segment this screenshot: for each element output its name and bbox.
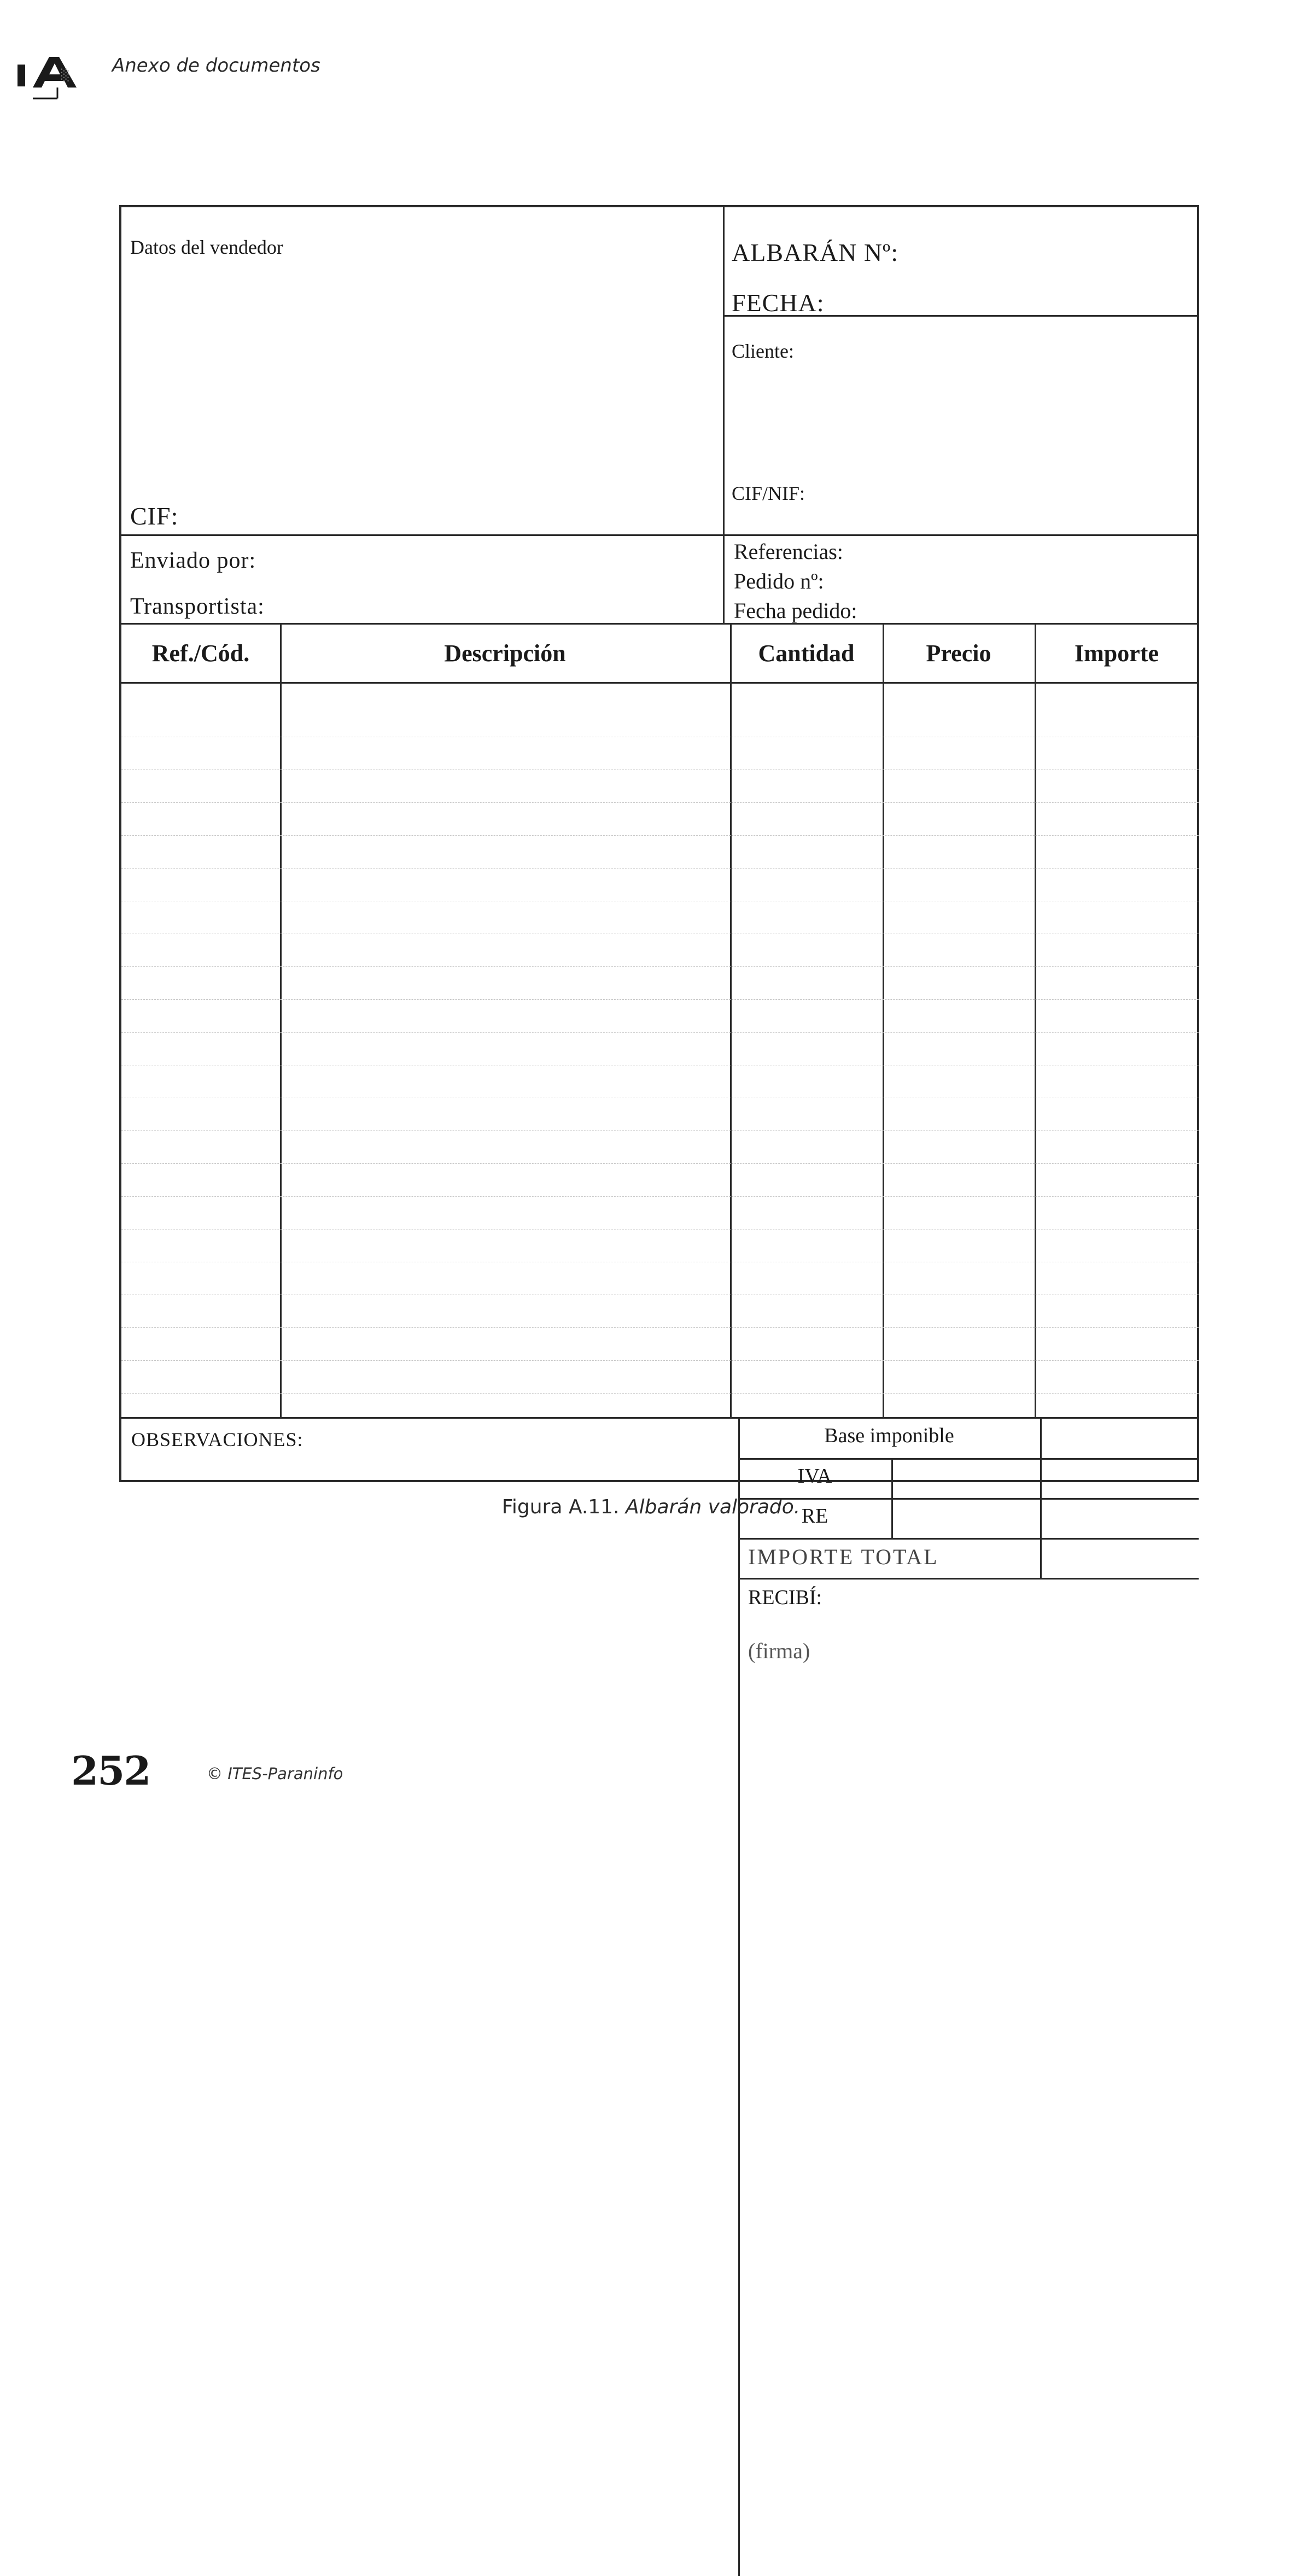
column-header-amount: Importe — [1075, 640, 1159, 667]
item-row-line — [121, 835, 1199, 836]
item-row-line — [121, 966, 1199, 967]
item-row-line — [121, 1393, 1199, 1394]
delivery-note-number-label: ALBARÁN Nº: — [732, 238, 899, 266]
item-row-line — [121, 1163, 1199, 1164]
tax-base-label: Base imponible — [824, 1424, 954, 1447]
received-label: RECIBÍ: — [748, 1586, 822, 1609]
copyright-notice: © ITES-Paraninfo — [207, 1764, 343, 1783]
divider — [723, 207, 725, 623]
item-row-line — [121, 802, 1199, 803]
observations-label: OBSERVACIONES: — [131, 1429, 303, 1450]
divider — [121, 623, 1199, 625]
item-row-line — [121, 1130, 1199, 1131]
vat-label: IVA — [797, 1465, 832, 1488]
column-header-price: Precio — [926, 640, 991, 667]
item-row-line — [121, 999, 1199, 1000]
sent-by-label: Enviado por: — [130, 548, 256, 573]
page-number: 252 — [71, 1747, 150, 1794]
svg-text:░: ░ — [61, 68, 70, 81]
item-row-line — [121, 1196, 1199, 1197]
item-row-line — [121, 1032, 1199, 1033]
signature-label: (firma) — [748, 1639, 810, 1663]
order-number-label: Pedido nº: — [734, 569, 824, 593]
references-label: Referencias: — [734, 539, 843, 564]
date-label: FECHA: — [732, 289, 825, 317]
divider — [280, 623, 282, 1417]
divider — [1035, 623, 1036, 1417]
client-label: Cliente: — [732, 340, 794, 362]
client-cif-label: CIF/NIF: — [732, 482, 805, 504]
divider — [738, 1538, 1199, 1540]
item-row-line — [121, 868, 1199, 869]
column-header-description: Descripción — [444, 640, 566, 667]
seller-data-label: Datos del vendedor — [130, 236, 283, 258]
re-label: RE — [801, 1505, 828, 1528]
divider — [121, 534, 1199, 536]
column-header-ref: Ref./Cód. — [151, 640, 250, 667]
divider — [121, 682, 1199, 684]
figure-number: Figura A.11. — [501, 1496, 620, 1518]
order-date-label: Fecha pedido: — [734, 598, 857, 623]
seller-cif-label: CIF: — [130, 502, 179, 530]
divider — [121, 1417, 1199, 1419]
item-row-line — [121, 1360, 1199, 1361]
figure-title: Albarán valorado. — [625, 1496, 801, 1518]
item-row-line — [121, 1327, 1199, 1328]
divider — [738, 1417, 740, 2576]
section-letter-logo — [16, 55, 79, 104]
divider — [738, 1458, 1199, 1460]
divider — [738, 1578, 1199, 1580]
carrier-label: Transportista: — [130, 594, 265, 619]
section-title: Anexo de documentos — [112, 55, 320, 77]
figure-caption — [0, 1496, 1302, 1518]
total-amount-label: IMPORTE TOTAL — [748, 1545, 939, 1569]
column-header-quantity: Cantidad — [758, 640, 855, 667]
divider — [730, 623, 732, 1417]
divider — [883, 623, 884, 1417]
